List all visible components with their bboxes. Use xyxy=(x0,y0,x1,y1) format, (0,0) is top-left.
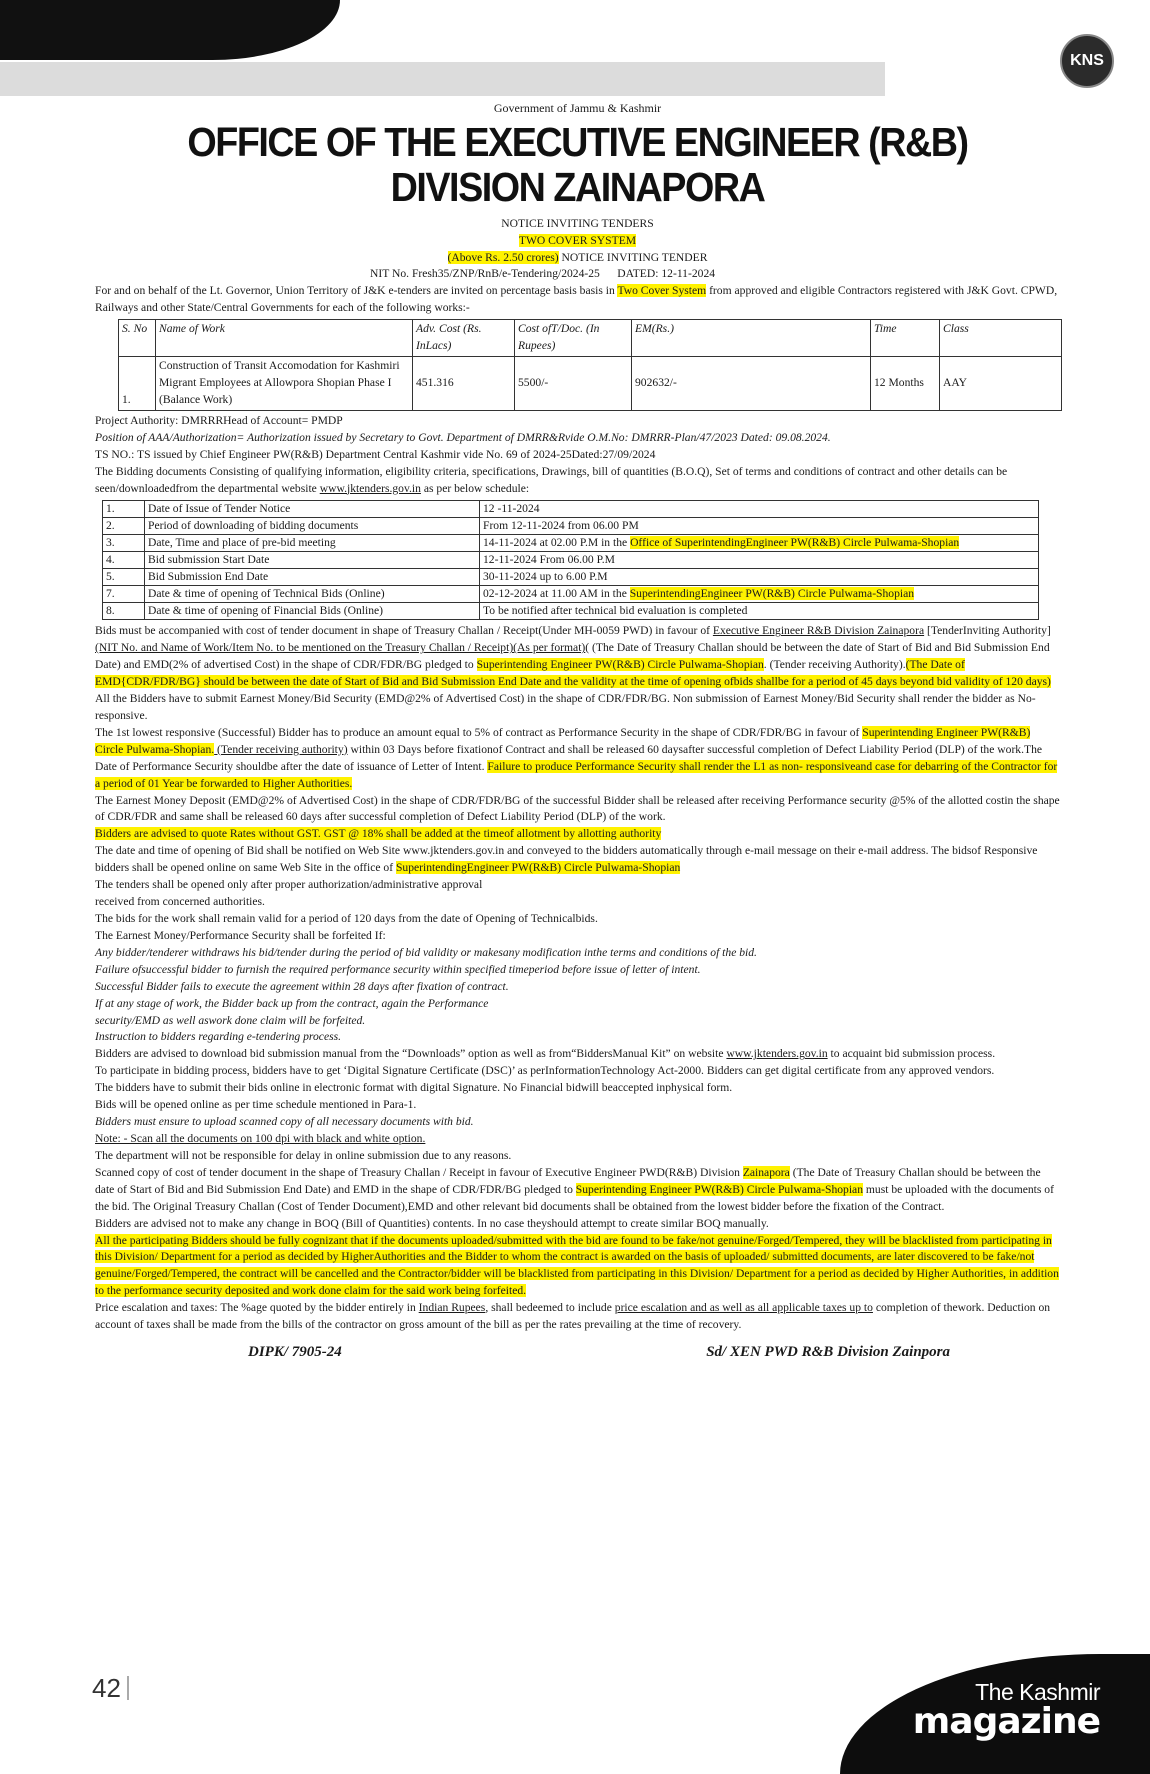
works-header-row: S. No Name of Work Adv. Cost (Rs. InLacs) Cost ofT/Doc. (In Rupees) EM(Rs.) Time Class xyxy=(119,320,1062,357)
para-performance-security: The 1st lowest responsive (Successful) Bidder has to produce an amount equal to 5% of contract as Performance Security in the shape of CDR/FDR/BG in favour of Superintending Engineer PW(R&B) Circle Pulwama-Shopian. (Tender receiving authority) within 03 Days before fixationof Contract and shall be released 60 daysafter successful completion of Defect Liability Period (DLP) of the work.The Date of Performance Security shouldbe after the date of issuance of Letter of Intent. Failure to produce Performance Security shall render the L1 as non- responsiveand case for debarring of the Contractor for a period of 01 Year be forwarded to Higher Authorities. xyxy=(95,725,1058,790)
top-left-decoration xyxy=(0,0,340,60)
schedule-table xyxy=(102,500,1039,620)
magazine-logo-line2: magazine xyxy=(912,1701,1100,1742)
para-online-bids: The bidders have to submit their bids online in electronic format with digital Signature. No Financial bidwill beaccepted inphysical form. xyxy=(95,1081,733,1095)
para-forfeit: The Earnest Money/Performance Security shall be forfeited If: xyxy=(95,928,386,942)
bidding-documents: The Bidding documents Consisting of qualifying information, eligibility criteria, specifications, Drawings, bill of quantities (B.O.Q), Set of terms and conditions of contract and other details can be seen/downloadedfrom the departmental website www.jktenders.gov.in as per below schedule: xyxy=(95,464,1008,495)
para-bid-opening: The date and time of opening of Bid shall be notified on Web Site www.jktenders.gov.in and conveyed to the bidders automatically through e-mail message on their e-mail address. The bidsof Responsive bidders shall be opened online on same Web Site in the office of SuperintendingEngineer PW(R&B) Circle Pulwama-Shopian xyxy=(95,844,1038,875)
para-scanned-copy: Scanned copy of cost of tender document in the shape of Treasury Challan / Receipt in favour of Executive Engineer PWD(R&B) Division Zainapora (The Date of Treasury Challan should be between the date of Start of Bid and Bid Submission End Date) and EMD in the shape of CDR/FDR/BG pledged to Superintending Engineer PW(R&B) Circle Pulwama-Shopian must be uploaded with the documents of the bid. The Original Treasury Challan (Cost of Tender Document),EMD and other relevant bid documents shall be obtained from the lowest bidder before the fixation of the Contract. xyxy=(95,1165,1054,1213)
para-schedule: Bids will be opened online as per time schedule mentioned in Para-1. xyxy=(95,1098,417,1112)
schedule-row: 7. Date & time of opening of Technical Bids (Online) 02-12-2024 at 11.00 AM in the SuperintendingEngineer PW(R&B) Circle Pulwama-Shopian xyxy=(103,586,1039,603)
para-boq: Bidders are advised not to make any change in BOQ (Bill of Quantities) contents. In no case theyshould attempt to create similar BOQ manually. xyxy=(95,1216,769,1230)
website-link[interactable]: www.jktenders.gov.in xyxy=(319,481,421,495)
para-delay: The department will not be responsible for delay in online submission due to any reasons. xyxy=(95,1148,512,1162)
magazine-logo-line1: The Kashmir xyxy=(975,1679,1100,1705)
para-dsc: To participate in bidding process, bidders have to get ‘Digital Signature Certificate (DSC)’ as perInformationTechnology Act-2000. Bidders can get digital certificate from any approved vendors. xyxy=(95,1064,995,1078)
para-emd-release: The Earnest Money Deposit (EMD@2% of Advertised Cost) in the shape of CDR/FDR/BG of the successful Bidder shall be released after receiving Performance security @5% of the allotted costin the shape of CDR/FDR and same shall be released 60 days after successful completion of Defect Liability Period (DLP) of the work. xyxy=(95,793,1060,824)
notice-title-2: NOTICE INVITING TENDER xyxy=(558,250,708,264)
office-title: OFFICE OF THE EXECUTIVE ENGINEER (R&B) DIVISION ZAINAPORA xyxy=(187,118,968,210)
para-manual: Bidders are advised to download bid submission manual from the “Downloads” option as well as from“BiddersManual Kit” on website www.jktenders.gov.in to acquaint bid submission process. xyxy=(95,1047,996,1061)
para-upload: Bidders must ensure to upload scanned copy of all necessary documents with bid. xyxy=(95,1115,474,1129)
kns-logo: KNS xyxy=(1060,34,1114,88)
schedule-row: 5. Bid Submission End Date 30-11-2024 up to 6.00 P.M xyxy=(103,569,1039,586)
above-amount: (Above Rs. 2.50 crores) xyxy=(447,250,559,264)
para-price-escalation: Price escalation and taxes: The %age quoted by the bidder entirely in Indian Rupees, shall bedeemed to include price escalation and as well as all applicable taxes up to completion of thework. Deduction on account of taxes shall be made from the bills of the contractor on gross amount of the bill as per the rates prevailing at the time of recovery. xyxy=(95,1301,1051,1332)
forfeit-item: Failure ofsuccessful bidder to furnish the required performance security within specified timeperiod before issue of letter of intent. xyxy=(95,962,701,976)
para-authorities: received from concerned authorities. xyxy=(95,895,265,909)
government-line: Government of Jammu & Kashmir xyxy=(493,101,662,115)
forfeit-item: Any bidder/tenderer withdraws his bid/tender during the period of bid validity or makesany modification inthe terms and conditions of the bid. xyxy=(95,945,757,959)
schedule-row: 2. Period of downloading of bidding documents From 12-11-2024 from 06.00 PM xyxy=(103,518,1039,535)
para-cost-of-tender: Bids must be accompanied with cost of tender document in shape of Treasury Challan / Receipt(Under MH-0059 PWD) in favour of Executive Engineer R&B Division Zainapora [TenderInviting Authority] (NIT No. and Name of Work/Item No. to be mentioned on the Treasury Challan / Receipt)(As per format)( (The Date of Treasury Challan should be between the date of Start of Bid and Bid Submission End Date) and EMD(2% of advertised Cost) in the shape of CDR/FDR/BG pledged to Superintending Engineer PW(R&B) Circle Pulwama-Shopian. (Tender receiving Authority).(The Date of EMD{CDR/FDR/BG} should be between the date of Start of Bid and Bid Submission End Date and the validity at the time of opening ofbids shallbe for a period of 45 days beyond bid validity of 120 days) xyxy=(95,624,1051,689)
para-gst: Bidders are advised to quote Rates without GST. GST @ 18% shall be added at the timeof allotment by allotting authority xyxy=(95,827,662,841)
website-link[interactable]: www.jktenders.gov.in xyxy=(726,1047,828,1061)
aaa-authorization: Position of AAA/Authorization= Authorization issued by Secretary to Govt. Department of DMRR&Rvide O.M.No: DMRRR-Plan/47/2023 Dated: 09.08.2024. xyxy=(95,430,831,444)
ts-number: TS NO.: TS issued by Chief Engineer PW(R&B) Department Central Kashmir vide No. 69 of 2024-25Dated:27/09/2024 xyxy=(95,447,656,461)
schedule-row: 3. Date, Time and place of pre-bid meeting 14-11-2024 at 02.00 P.M in the Office of SuperintendingEngineer PW(R&B) Circle Pulwama-Shopian xyxy=(103,535,1039,552)
para-validity: The bids for the work shall remain valid for a period of 120 days from the date of Opening of Technicalbids. xyxy=(95,912,598,926)
tender-notice xyxy=(95,100,1060,1364)
schedule-row: 8. Date & time of opening of Financial Bids (Online) To be notified after technical bid evaluation is completed xyxy=(103,603,1039,620)
para-tenders-opened: The tenders shall be opened only after proper authorization/administrative approval xyxy=(95,878,483,892)
intro-paragraph: For and on behalf of the Lt. Governor, Union Territory of J&K e-tenders are invited on percentage basis basis in Two Cover System from approved and eligible Contractors registered with J&K Govt. CPWD, Railways and other State/Central Governments for each of the following works:- xyxy=(95,284,1058,315)
para-blacklist: All the participating Bidders should be fully cognizant that if the documents uploaded/submitted with the bid are found to be fake/not genuine/Forged/Tempered, they will be blacklisted from participating in this Division/ Department for a period as decided by HigherAuthorities and the Bidder to whom the contract is awarded on the basis of uploaded/ submitted documents, are later discovered to be fake/not genuine/Forged/Tempered, the contract will be cancelled and the Contractor/bidder will be blacklisted from participating in this Division/ Department for a period as decided by Higher Authorities, in addition to the performance security deposited and work done claim for the said work being forfeited. xyxy=(95,1233,1059,1298)
cover-system: TWO COVER SYSTEM xyxy=(518,233,637,247)
notice-title: NOTICE INVITING TENDERS xyxy=(501,216,654,230)
para-note: Note: - Scan all the documents on 100 dpi with black and white option. xyxy=(95,1132,426,1145)
instruction-heading: Instruction to bidders regarding e-tendering process. xyxy=(95,1030,342,1044)
signatory: Sd/ XEN PWD R&B Division Zainpora xyxy=(706,1344,950,1361)
nit-date: DATED: 12-11-2024 xyxy=(617,267,716,281)
works-row: 1. Construction of Transit Accomodation for Kashmiri Migrant Employees at Allowpora Shopian Phase I (Balance Work) 451.316 5500/- 902632/- 12 Months AAY xyxy=(119,357,1062,411)
schedule-row: 4. Bid submission Start Date 12-11-2024 From 06.00 P.M xyxy=(103,552,1039,569)
para-emd: All the Bidders have to submit Earnest Money/Bid Security (EMD@2% of Advertised Cost) in the shape of CDR/FDR/BG. Non submission of Earnest Money/Bid Security shall render the bidder as No-responsive. xyxy=(95,692,1036,722)
top-grey-bar xyxy=(0,62,885,96)
dipk-number: DIPK/ 7905-24 xyxy=(248,1344,342,1361)
schedule-row: 1. Date of Issue of Tender Notice 12 -11-2024 xyxy=(103,501,1039,518)
works-table xyxy=(118,319,1062,411)
page-number: 42 xyxy=(92,1673,129,1704)
forfeit-item: If at any stage of work, the Bidder back up from the contract, again the Performance xyxy=(95,996,489,1010)
nit-number: NIT No. Fresh35/ZNP/RnB/e-Tendering/2024-25 xyxy=(370,267,600,281)
project-authority: Project Authority: DMRRRHead of Account= PMDP xyxy=(95,413,343,427)
magazine-logo xyxy=(913,1681,1100,1740)
forfeit-item: security/EMD as well aswork done claim will be forfeited. xyxy=(95,1013,366,1027)
signature-row xyxy=(95,1334,1060,1364)
forfeit-item: Successful Bidder fails to execute the agreement within 28 days after fixation of contract. xyxy=(95,979,509,993)
